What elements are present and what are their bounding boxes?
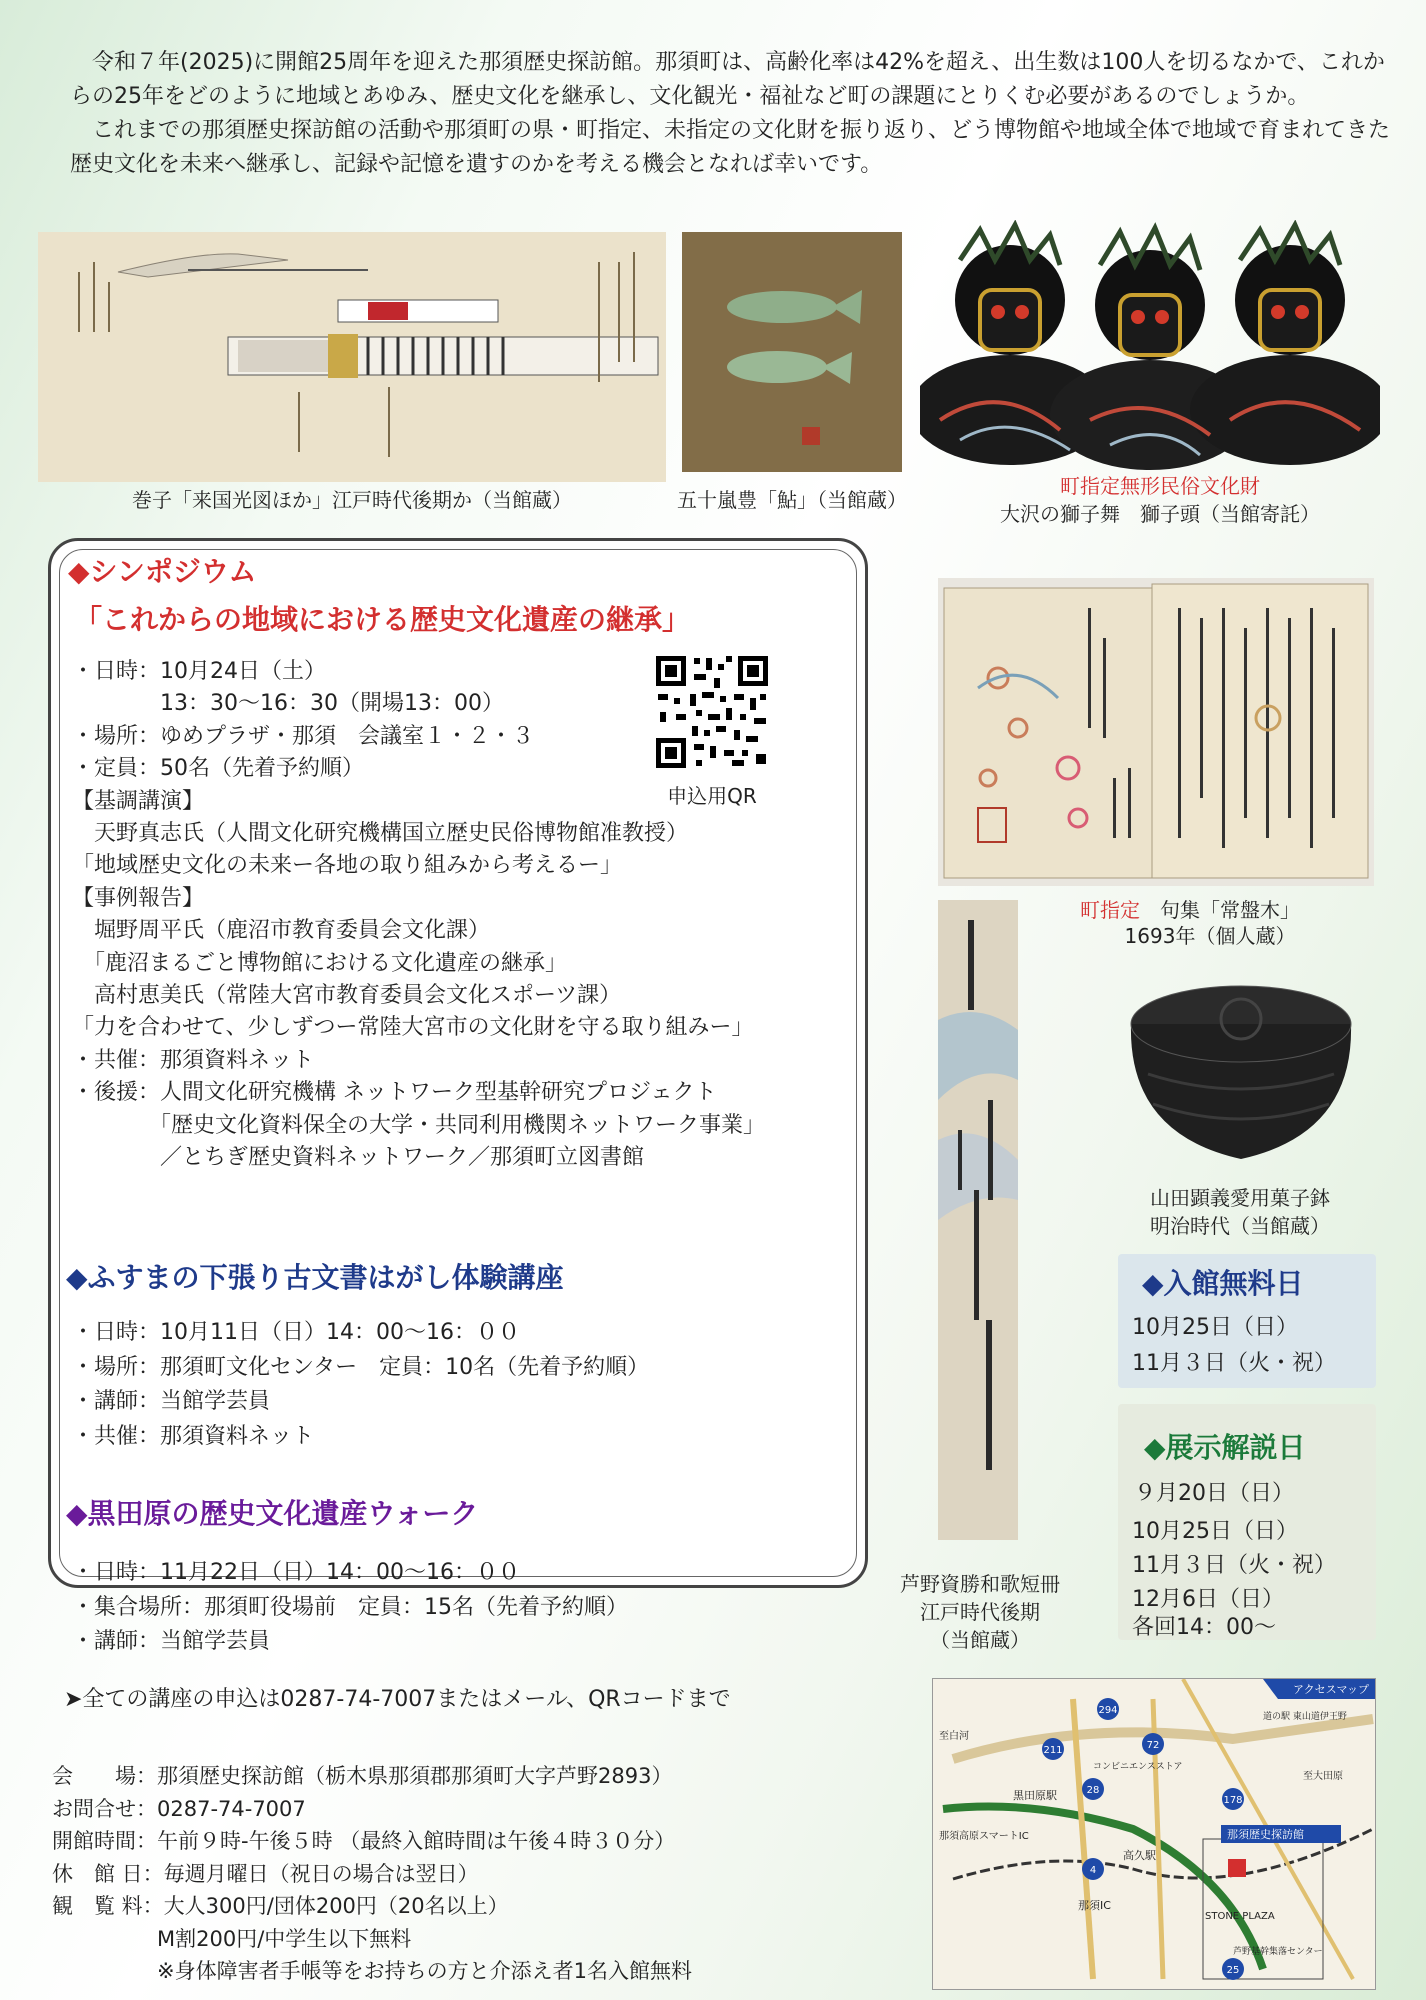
info-line: 開館時間：午前９時-午後５時 （最終入館時間は午後４時３０分） xyxy=(52,1829,676,1853)
detail-line: 「鹿沼まるごと博物館における文化遺産の継承」 xyxy=(72,950,568,976)
detail-line: ・集合場所：那須町役場前 定員：15名（先着予約順） xyxy=(72,1594,628,1620)
apply-note: ➤全ての講座の申込は0287-74-7007またはメール、QRコードまで xyxy=(64,1687,731,1712)
road-badge: 4 xyxy=(1089,1865,1097,1876)
map-kurodahara: 黒田原駅 xyxy=(1013,1789,1057,1802)
symposium-title: 「これからの地域における歴史文化遺産の継承」 xyxy=(74,603,691,636)
talk-days-line: 12月6日（日） xyxy=(1132,1587,1284,1612)
caption-book-line1 xyxy=(1080,894,1300,923)
map-museum-label: 那須歴史探訪館 xyxy=(1227,1828,1304,1841)
detail-line: ・定員：50名（先着予約順） xyxy=(72,756,364,782)
free-days-box xyxy=(1118,1254,1376,1388)
walk-details xyxy=(72,1556,628,1660)
map-stone: STONE PLAZA xyxy=(1205,1911,1275,1922)
detail-line: ・日時：10月11日（日）14：00〜16：００ xyxy=(72,1320,520,1345)
caption-book-title: 句集「常盤木」 xyxy=(1160,898,1300,922)
road-badge: 28 xyxy=(1086,1785,1100,1796)
road-badge: 25 xyxy=(1226,1965,1240,1976)
road-badge: 178 xyxy=(1223,1795,1243,1806)
detail-line: 高村恵美氏（常陸大宮市教育委員会文化スポーツ課） xyxy=(72,983,622,1009)
detail-line: 【事例報告】 xyxy=(72,885,205,911)
detail-line: ・講師：当館学芸員 xyxy=(72,1629,271,1654)
bowl-drawing xyxy=(1108,964,1374,1178)
symposium-heading: ◆シンポジウム xyxy=(68,555,257,588)
caption-bowl-1: 山田顕義愛用菓子鉢 xyxy=(1150,1186,1330,1210)
qr-code[interactable] xyxy=(654,654,770,770)
detail-line: 天野真志氏（人間文化研究機構国立歴史民俗博物館准教授） xyxy=(72,821,689,847)
detail-line: 「地域歴史文化の未来ー各地の取り組みから考えるー」 xyxy=(72,853,623,879)
free-days-line: 10月25日（日） xyxy=(1132,1315,1298,1340)
museum-info xyxy=(52,1760,692,1988)
detail-line: 堀野周平氏（鹿沼市教育委員会文化課） xyxy=(72,918,491,944)
intro-paragraph-2: これまでの那須歴史探訪館の活動や那須町の県・町指定、未指定の文化財を振り返り、どう博物館や地域全体で地域で育まれてきた歴史文化を未来へ継承し、記録や記憶を遺すのかを考える機会となれば幸いです。 xyxy=(70,118,1391,177)
map-shirakawa: 至白河 xyxy=(939,1731,969,1742)
fusuma-heading: ◆ふすまの下張り古文書はがし体験講座 xyxy=(66,1261,564,1294)
shishi-mask-image xyxy=(920,220,1380,470)
map-ootawara: 至大田原 xyxy=(1303,1771,1343,1782)
caption-book-year: 1693年（個人蔵） xyxy=(1124,924,1296,948)
detail-line: ・場所：ゆめプラザ・那須 会議室１・２・３ xyxy=(72,723,535,749)
caption-fish: 五十嵐豊「鮎」（当館蔵） xyxy=(677,488,907,512)
info-line: M割200円/中学生以下無料 xyxy=(52,1926,412,1951)
talk-days-line: 各回14：00〜 xyxy=(1132,1615,1276,1640)
road-badge: 294 xyxy=(1098,1705,1118,1716)
caption-book-label: 町指定 xyxy=(1080,898,1140,922)
detail-line: 13：30〜16：30（開場13：00） xyxy=(72,691,504,717)
intro-text xyxy=(70,46,1390,182)
intro-paragraph-1: 令和７年(2025)に開館25周年を迎えた那須歴史探訪館。那須町は、高齢化率は42%を超え、出生数は100人を切るなかで、これからの25年をどのように地域とあゆみ、歴史文化を継承し、文化観光・福祉など町の課題にとりくむ必要があるのでしょうか。 xyxy=(70,50,1385,109)
map-ic: 那須IC xyxy=(1078,1899,1111,1912)
caption-shishi: 大沢の獅子舞 獅子頭（当館寄託） xyxy=(1000,502,1320,526)
shishi-drawing xyxy=(920,220,1380,470)
info-line: 観 覧 料：大人300円/団体200円（20名以上） xyxy=(52,1894,509,1918)
caption-tanzaku-3: （当館蔵） xyxy=(930,1628,1030,1652)
detail-line: ・場所：那須町文化センター 定員：10名（先着予約順） xyxy=(72,1354,650,1380)
road-badge: 211 xyxy=(1043,1745,1063,1756)
talk-days-line: 10月25日（日） xyxy=(1132,1519,1298,1544)
map-ashino: 芦野基幹集落センター xyxy=(1233,1947,1323,1957)
talk-days-heading: ◆展示解説日 xyxy=(1144,1431,1306,1464)
detail-line: 「力を合わせて、少しずつー常陸大宮市の文化財を守る取り組みー」 xyxy=(72,1015,754,1041)
caption-tanzaku-1: 芦野資勝和歌短冊 xyxy=(900,1572,1060,1596)
qr-label: 申込用QR xyxy=(667,784,757,808)
map-michinoeki: 道の駅 東山道伊王野 xyxy=(1263,1712,1347,1722)
talk-days-line: 11月３日（火・祝） xyxy=(1132,1553,1336,1578)
map-drawing xyxy=(933,1679,1375,1989)
detail-line: ・講師：当館学芸員 xyxy=(72,1389,271,1414)
access-map[interactable] xyxy=(932,1678,1376,1990)
tanzaku-image xyxy=(938,900,1018,1540)
tanzaku-drawing xyxy=(938,900,1018,1540)
scroll-image xyxy=(38,232,666,482)
map-conv: コンビニエンスストア xyxy=(1093,1762,1183,1772)
fish-painting xyxy=(682,232,902,472)
talk-days-box xyxy=(1118,1404,1376,1640)
walk-heading: ◆黒田原の歴史文化遺産ウォーク xyxy=(66,1497,479,1530)
detail-line: ／とちぎ歴史資料ネットワーク／那須町立図書館 xyxy=(72,1145,645,1171)
info-line: 休 館 日：毎週月曜日（祝日の場合は翌日） xyxy=(52,1861,479,1886)
detail-line: ・共催：那須資料ネット xyxy=(72,1047,315,1073)
info-line: 会 場：那須歴史探訪館（栃木県那須郡那須町大字芦野2893） xyxy=(52,1764,673,1788)
map-takaku: 高久駅 xyxy=(1123,1849,1156,1862)
caption-scroll: 巻子「来国光図ほか」江戸時代後期か（当館蔵） xyxy=(132,488,572,512)
detail-line: ・日時：10月24日（土） xyxy=(72,659,326,684)
detail-line: ・日時：11月22日（日）14：00〜16：００ xyxy=(72,1560,520,1585)
free-days-line: 11月３日（火・祝） xyxy=(1132,1351,1336,1376)
free-days-heading: ◆入館無料日 xyxy=(1142,1267,1304,1300)
fusuma-details xyxy=(72,1316,649,1454)
detail-line: ・共催：那須資料ネット xyxy=(72,1423,315,1449)
caption-shishi-label: 町指定無形民俗文化財 xyxy=(1060,474,1260,498)
road-badge: 72 xyxy=(1146,1740,1160,1751)
book-image xyxy=(938,578,1374,886)
talk-days-line: ９月20日（日） xyxy=(1134,1481,1294,1506)
map-smart-ic: 那須高原スマートIC xyxy=(939,1831,1029,1842)
fish-drawing xyxy=(682,232,902,472)
map-header: アクセスマップ xyxy=(1293,1683,1370,1696)
info-line: ※身体障害者手帳等をお持ちの方と介添え者1名入館無料 xyxy=(52,1959,692,1983)
detail-line: ・後援：人間文化研究機構 ネットワーク型基幹研究プロジェクト xyxy=(72,1080,717,1106)
qr-icon xyxy=(654,654,770,770)
caption-bowl-2: 明治時代（当館蔵） xyxy=(1150,1214,1330,1238)
detail-line: 「歴史文化資料保全の大学・共同利用機関ネットワーク事業」 xyxy=(72,1112,766,1138)
sword-drawing xyxy=(38,232,666,482)
caption-tanzaku-2: 江戸時代後期 xyxy=(920,1600,1040,1624)
book-drawing xyxy=(938,578,1374,886)
info-line: お問合せ：0287-74-7007 xyxy=(52,1796,306,1821)
bowl-image xyxy=(1108,964,1374,1178)
detail-line: 【基調講演】 xyxy=(72,788,205,814)
